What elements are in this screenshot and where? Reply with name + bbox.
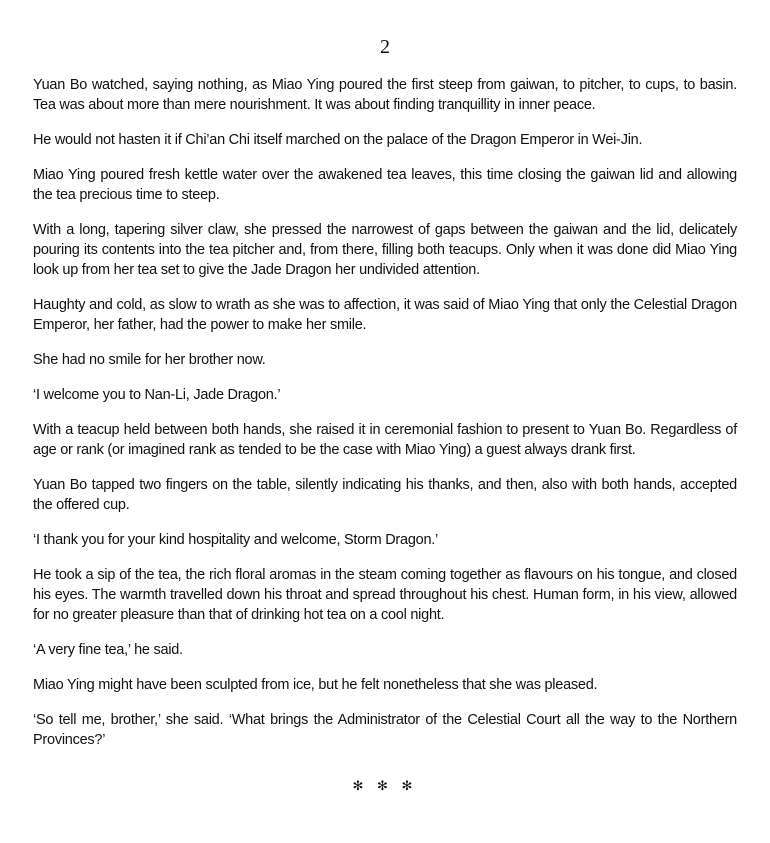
paragraph: Miao Ying poured fresh kettle water over the awakened tea leaves, this time closing the gaiwan lid and allowing the tea precious time to steep. [33, 167, 737, 203]
paragraph: ‘A very fine tea,’ he said. [33, 642, 183, 658]
scene-break-separator: ✻ ✻ ✻ [352, 778, 418, 793]
paragraph: With a teacup held between both hands, she raised it in ceremonial fashion to present to Yuan Bo. Regardless of age or rank (or imagined rank as tended to be the case with Miao Ying) a guest always drank first. [33, 422, 737, 458]
paragraph: Haughty and cold, as slow to wrath as she was to affection, it was said of Miao Ying that only the Celestial Dragon Emperor, her father, had the power to make her smile. [33, 297, 737, 333]
paragraph: With a long, tapering silver claw, she pressed the narrowest of gaps between the gaiwan and the lid, delicately pouring its contents into the tea pitcher and, from there, filling both teacups. Only when it was done did Miao Ying look up from her tea set to give the Jade Dragon her undivided attention. [33, 222, 737, 278]
paragraph: He would not hasten it if Chi’an Chi itself marched on the palace of the Dragon Emperor in Wei-Jin. [33, 132, 643, 148]
paragraph: She had no smile for her brother now. [33, 352, 266, 368]
page-number: 2 [380, 36, 390, 58]
paragraph: Miao Ying might have been sculpted from ice, but he felt nonetheless that she was pleased. [33, 677, 598, 693]
body-text [33, 75, 737, 750]
paragraph: ‘I thank you for your kind hospitality and welcome, Storm Dragon.’ [33, 532, 439, 548]
paragraph: Yuan Bo tapped two fingers on the table, silently indicating his thanks, and then, also with both hands, accepted the offered cup. [33, 477, 737, 513]
paragraph: ‘So tell me, brother,’ she said. ‘What brings the Administrator of the Celestial Court all the way to the Northern Provinces?’ [33, 712, 737, 748]
paragraph: He took a sip of the tea, the rich floral aromas in the steam coming together as flavours on his tongue, and closed his eyes. The warmth travelled down his throat and spread throughout his chest. Human form, in his view, allowed for no greater pleasure than that of drinking hot tea on a cool night. [33, 567, 737, 623]
paragraph: ‘I welcome you to Nan-Li, Jade Dragon.’ [33, 387, 281, 403]
paragraph: Yuan Bo watched, saying nothing, as Miao Ying poured the first steep from gaiwan, to pitcher, to cups, to basin. Tea was about more than mere nourishment. It was about finding tranquillity in inner peace. [33, 77, 737, 113]
